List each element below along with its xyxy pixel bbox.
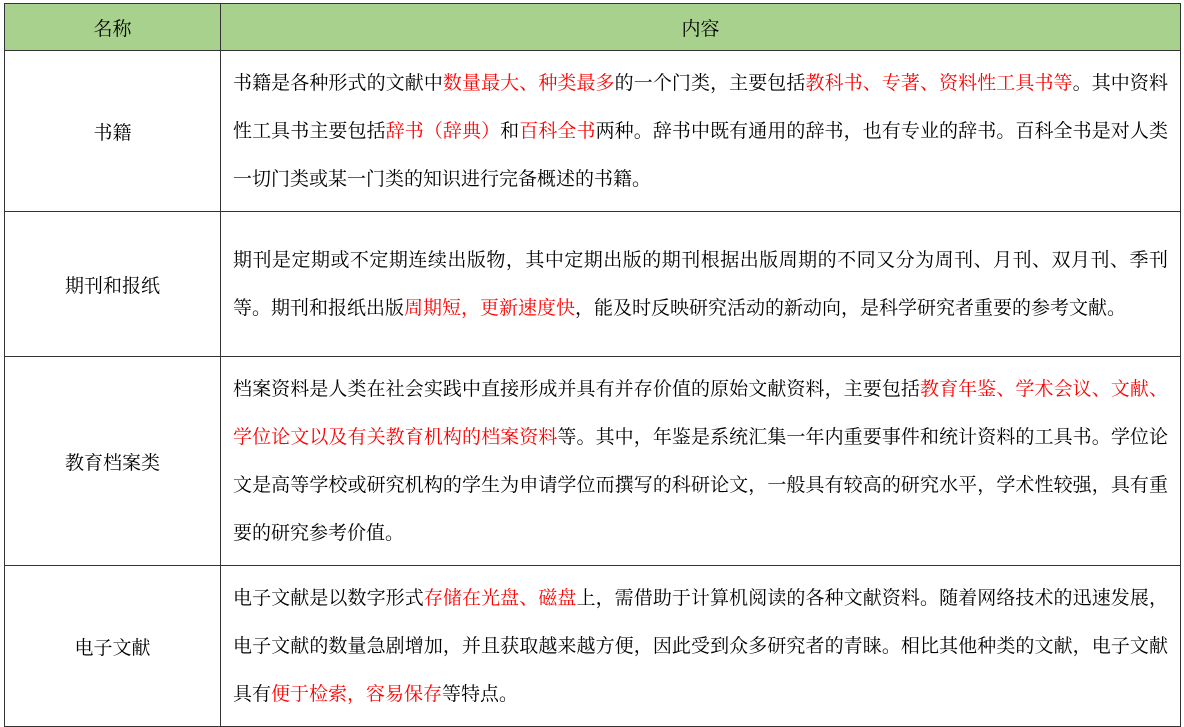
content-segment: 电子文献是以数字形式 — [233, 587, 424, 609]
content-segment: 两种。辞书中既有通用的辞书，也有专业的辞书。百科全书是对人类一切门类或某一门类的知识进行完备概述的书籍。 — [233, 120, 1168, 190]
row-name: 书籍 — [5, 51, 221, 212]
table-row — [5, 212, 1181, 357]
header-name: 名称 — [5, 4, 221, 51]
table-header — [5, 4, 1181, 51]
table-row — [5, 357, 1181, 566]
row-name: 期刊和报纸 — [5, 212, 221, 357]
table-row — [5, 566, 1181, 727]
content-segment: 周期短，更新速度快 — [404, 297, 576, 319]
content-segment: 等特点。 — [442, 683, 519, 705]
content-segment: 档案资料是人类在社会实践中直接形成并具有并存价值的原始文献资料，主要包括 — [233, 378, 920, 400]
header-row — [5, 4, 1181, 51]
content-segment: 百科全书 — [519, 120, 596, 142]
table-body — [5, 51, 1181, 727]
content-segment: ，能及时反映研究活动的新动向，是科学研究者重要的参考文献。 — [575, 297, 1127, 319]
document-page — [4, 3, 1181, 727]
content-segment: 。其中资料性工具书主要包括 — [233, 72, 1168, 142]
content-segment: 辞书（辞典） — [385, 120, 501, 142]
table-row — [5, 51, 1181, 212]
row-content — [221, 566, 1181, 727]
content-segment: 教科书、专著、资料性工具书等 — [805, 72, 1073, 94]
content-segment: 等。其中，年鉴是系统汇集一年内重要事件和统计资料的工具书。学位论文是高等学校或研究机构的学生为申请学位而撰写的科研论文，一般具有较高的研究水平，学术性较强，具有重要的研究参考价值。 — [233, 426, 1168, 544]
content-segment: 数量最大、种类最多 — [442, 72, 615, 94]
content-segment: 书籍是各种形式的文献中 — [233, 72, 443, 94]
content-segment: 教育年鉴、学术会议、文献、学位论文以及有关教育机构的档案资料 — [233, 378, 1168, 448]
document-types-table — [4, 3, 1181, 727]
content-segment: 便于检索，容易保存 — [271, 683, 443, 705]
row-content — [221, 357, 1181, 566]
content-segment: 的一个门类，主要包括 — [614, 72, 806, 94]
content-segment: 期刊是定期或不定期连续出版物，其中定期出版的期刊根据出版周期的不同又分为周刊、月刊、双月刊、季刊等。期刊和报纸出版 — [233, 249, 1168, 319]
row-name: 教育档案类 — [5, 357, 221, 566]
content-segment: 存储在光盘、磁盘 — [423, 587, 577, 609]
row-content — [221, 212, 1181, 357]
header-content: 内容 — [221, 4, 1181, 51]
row-name: 电子文献 — [5, 566, 221, 727]
content-segment: 和 — [500, 120, 520, 142]
content-segment: 上，需借助于计算机阅读的各种文献资料。随着网络技术的迅速发展，电子文献的数量急剧增加，并且获取越来越方便，因此受到众多研究者的青睐。相比其他种类的文献，电子文献具有 — [233, 587, 1168, 705]
row-content — [221, 51, 1181, 212]
